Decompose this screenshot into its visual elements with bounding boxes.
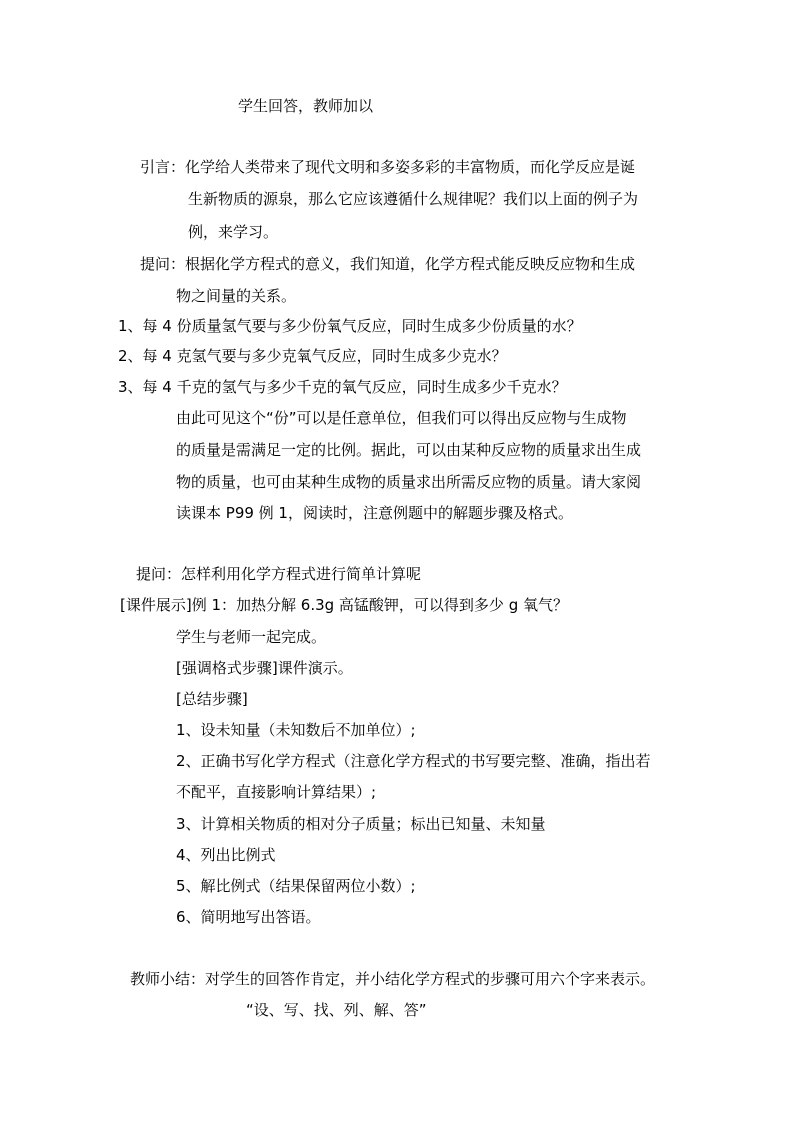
text-line-format: [强调格式步骤]课件演示。 bbox=[176, 659, 353, 677]
text-line-question-1: 提问：根据化学方程式的意义，我们知道，化学方程式能反映反应物和生成 bbox=[140, 255, 636, 273]
text-line-question-3: 提问：怎样利用化学方程式进行简单计算呢 bbox=[136, 565, 422, 583]
text-line-step-6: 6、简明地写出答语。 bbox=[176, 908, 321, 926]
text-line-step-1: 1、设未知量（未知数后不加单位）; bbox=[176, 721, 416, 739]
text-line-step-2a: 2、正确书写化学方程式（注意化学方程式的书写要完整、准确，指出若 bbox=[176, 752, 651, 770]
text-line-step-2b: 不配平，直接影响计算结果）; bbox=[176, 783, 377, 801]
text-line-step-4: 4、列出比例式 bbox=[176, 846, 276, 864]
text-line-para-1: 由此可见这个“份”可以是任意单位，但我们可以得出反应物与生成物 bbox=[176, 409, 627, 427]
text-line-intro-2: 生新物质的源泉，那么它应该遵循什么规律呢？我们以上面的例子为 bbox=[188, 190, 639, 208]
text-line-summary-heading: [总结步骤] bbox=[176, 690, 248, 708]
text-line-item-1: 1、每 4 份质量氢气要与多少份氧气反应，同时生成多少份质量的水？ bbox=[118, 317, 582, 335]
text-line-intro-3: 例，来学习。 bbox=[188, 223, 279, 241]
text-line-step-3: 3、计算相关物质的相对分子质量；标出已知量、未知量 bbox=[176, 815, 546, 833]
text-line-item-3: 3、每 4 千克的氢气与多少千克的氧气反应，同时生成多少千克水？ bbox=[118, 378, 567, 396]
text-line-student-answer: 学生回答，教师加以 bbox=[238, 97, 374, 115]
text-line-item-2: 2、每 4 克氢气要与多少克氧气反应，同时生成多少克水？ bbox=[118, 347, 507, 365]
text-line-para-4: 读课本 P99 例 1，阅读时，注意例题中的解题步骤及格式。 bbox=[176, 504, 573, 522]
text-line-para-3: 物的质量，也可由某种生成物的质量求出所需反应物的质量。请大家阅 bbox=[176, 473, 642, 491]
text-line-intro-1: 引言：化学给人类带来了现代文明和多姿多彩的丰富物质，而化学反应是诞 bbox=[140, 158, 636, 176]
text-line-para-2: 的质量是需满足一定的比例。据此，可以由某种反应物的质量求出生成 bbox=[176, 441, 642, 459]
text-line-teacher-summary: 教师小结：对学生的回答作肯定，并小结化学方程式的步骤可用六个字来表示。 bbox=[130, 970, 656, 988]
text-line-step-5: 5、解比例式（结果保留两位小数）; bbox=[176, 877, 416, 895]
text-line-example: [课件展示]例 1：加热分解 6.3g 高锰酸钾，可以得到多少 g 氧气？ bbox=[120, 596, 568, 614]
text-line-together: 学生与老师一起完成。 bbox=[176, 628, 327, 646]
text-line-question-2: 物之间量的关系。 bbox=[176, 287, 297, 305]
text-line-six-words: “设、写、找、列、解、答” bbox=[246, 1001, 427, 1019]
